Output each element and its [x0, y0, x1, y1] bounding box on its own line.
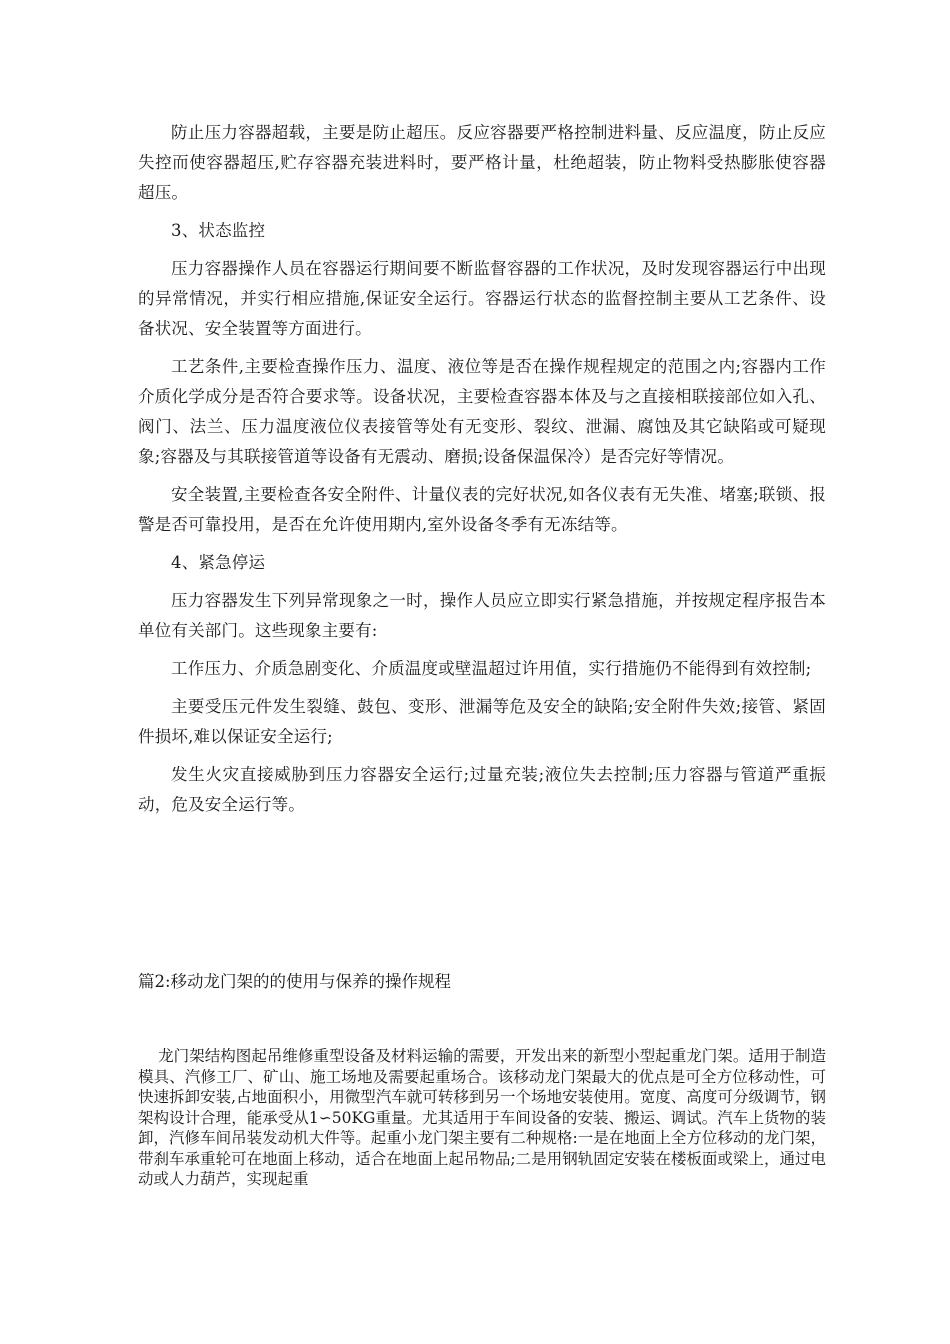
heading-status-monitoring: 3、状态监控	[171, 221, 266, 240]
body-section-pressure-vessel	[138, 118, 826, 828]
article-title: 篇2:移动龙门架的的使用与保养的操作规程	[138, 972, 452, 991]
body-section-gantry	[138, 1046, 826, 1190]
paragraph-process-conditions: 工艺条件,主要检查操作压力、温度、液位等是否在操作规程规定的范围之内;容器内工作介质化学成分是否符合要求等。设备状况，主要检查容器本体及与之直接相联接部位如入孔、阀门、法兰、压力温度液位仪表接管等处有无变形、裂纹、泄漏、腐蚀及其它缺陷或可疑现象;容器及与其联接管道等设备有无震动、磨损;设备保温保冷）是否完好等情况。	[138, 357, 826, 466]
paragraph-safety-devices: 安全装置,主要检查各安全附件、计量仪表的完好状况,如各仪表有无失准、堵塞;联锁、报警是否可靠投用，是否在允许使用期内,室外设备冬季有无冻结等。	[138, 485, 826, 534]
heading-emergency-stop: 4、紧急停运	[171, 553, 266, 572]
list-item-component-defects: 主要受压元件发生裂缝、鼓包、变形、泄漏等危及安全的缺陷;安全附件失效;接管、紧固件损坏,难以保证安全运行;	[138, 697, 826, 746]
paragraph-gantry-description: 龙门架结构图起吊维修重型设备及材料运输的需要，开发出来的新型小型起重龙门架。适用于制造模具、汽修工厂、矿山、施工场地及需要起重场合。该移动龙门架最大的优点是可全方位移动性，可快速拆卸安装,占地面积小，用微型汽车就可转移到另一个场地安装使用。宽度、高度可分级调节，钢架构设计合理，能承受从1∽50KG重量。尤其适用于车间设备的安装、搬运、调试。汽车上货物的装卸，汽修车间吊装发动机大件等。起重小龙门架主要有二种规格:一是在地面上全方位移动的龙门架，带刹车承重轮可在地面上移动，适合在地面上起吊物品;二是用钢轨固定安装在楼板面或梁上，通过电动或人力葫芦，实现起重	[138, 1047, 826, 1188]
list-item-fire-overfill: 发生火灾直接威胁到压力容器安全运行;过量充装;液位失去控制;压力容器与管道严重振动，危及安全运行等。	[138, 765, 826, 814]
paragraph-monitoring-intro: 压力容器操作人员在容器运行期间要不断监督容器的工作状况，及时发现容器运行中出现的异常情况，并实行相应措施,保证安全运行。容器运行状态的监督控制主要从工艺条件、设备状况、安全装置等方面进行。	[138, 259, 826, 338]
list-item-pressure-change: 工作压力、介质急剧变化、介质温度或壁温超过许用值，实行措施仍不能得到有效控制;	[171, 659, 812, 678]
paragraph-emergency-intro: 压力容器发生下列异常现象之一时，操作人员应立即实行紧急措施，并按规定程序报告本单位有关部门。这些现象主要有:	[138, 591, 826, 640]
paragraph-overload: 防止压力容器超载，主要是防止超压。反应容器要严格控制进料量、反应温度，防止反应失控而使容器超压,贮存容器充装进料时，要严格计量，杜绝超装，防止物料受热膨胀使容器超压。	[138, 123, 826, 202]
